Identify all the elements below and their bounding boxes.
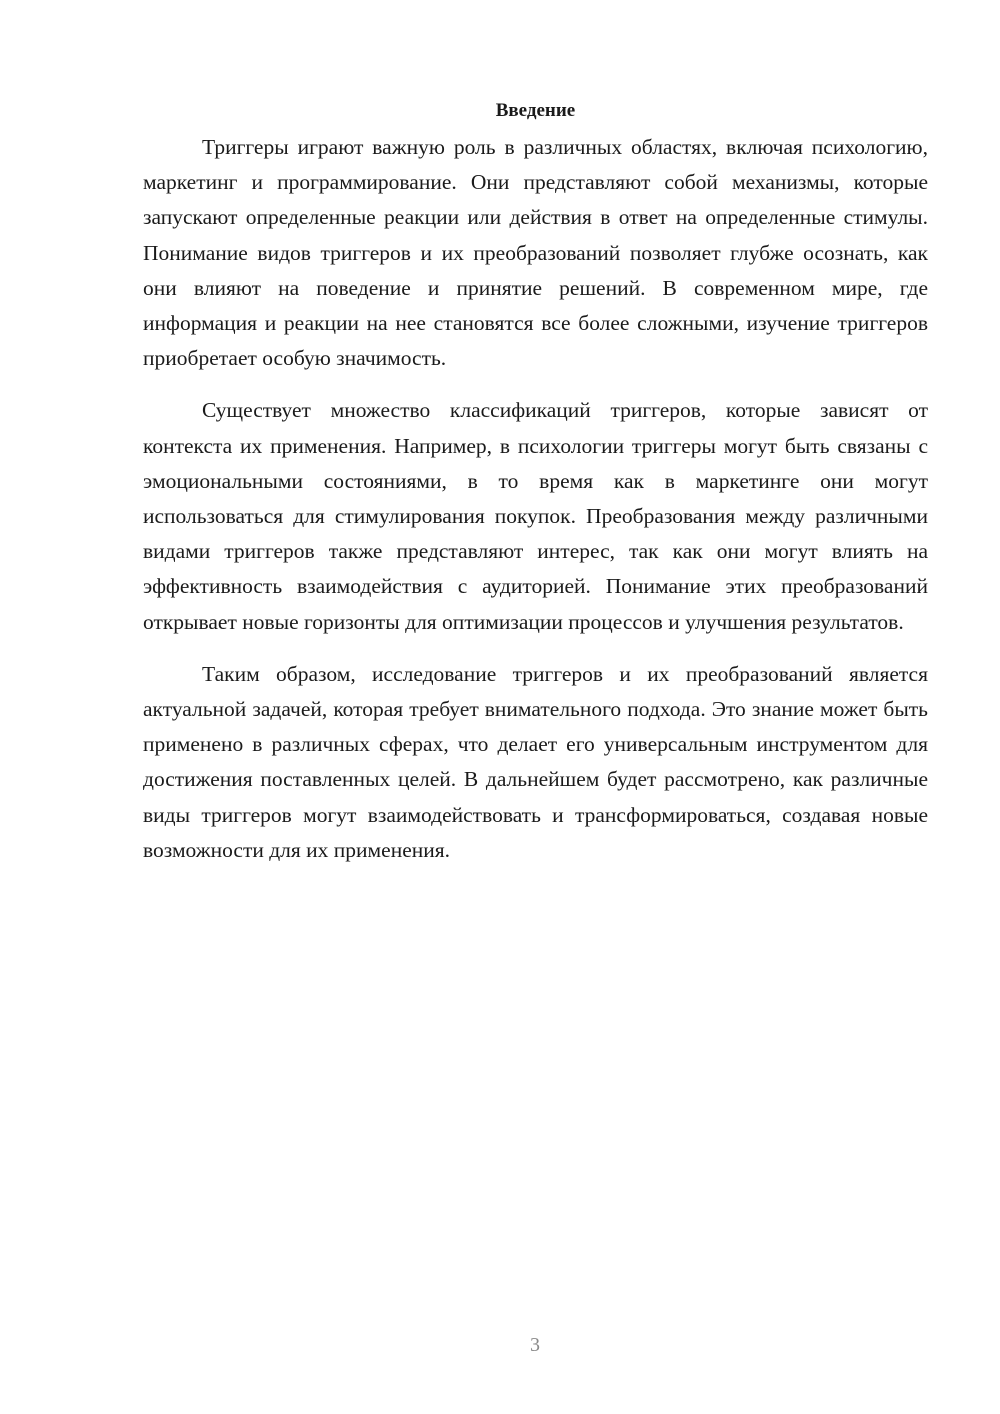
page-content <box>143 96 928 885</box>
paragraph-2: Существует множество классификаций триггеров, которые зависят от контекста их применения. Например, в психологии триггеры могут быть связаны с эмоциональными состояниями, в то время как в маркетинге они могут использоваться для стимулирования покупок. Преобразования между различными видами триггеров также представляют интерес, так как они могут влиять на эффективность взаимодействия с аудиторией. Понимание этих преобразований открывает новые горизонты для оптимизации процессов и улучшения результатов. <box>143 398 928 634</box>
paragraph-1: Триггеры играют важную роль в различных областях, включая психологию, маркетинг и программирование. Они представляют собой механизмы, которые запускают определенные реакции или действия в ответ на определенные стимулы. Понимание видов триггеров и их преобразований позволяет глубже осознать, как они влияют на поведение и принятие решений. В современном мире, где информация и реакции на нее становятся все более сложными, изучение триггеров приобретает особую значимость. <box>143 135 928 371</box>
page-number: 3 <box>530 1334 540 1356</box>
paragraph-3: Таким образом, исследование триггеров и их преобразований является актуальной задачей, которая требует внимательного подхода. Это знание может быть применено в различных сферах, что делает его универсальным инструментом для достижения поставленных целей. В дальнейшем будет рассмотрено, как различные виды триггеров могут взаимодействовать и трансформироваться, создавая новые возможности для их применения. <box>143 661 928 862</box>
section-heading: Введение <box>495 100 576 121</box>
